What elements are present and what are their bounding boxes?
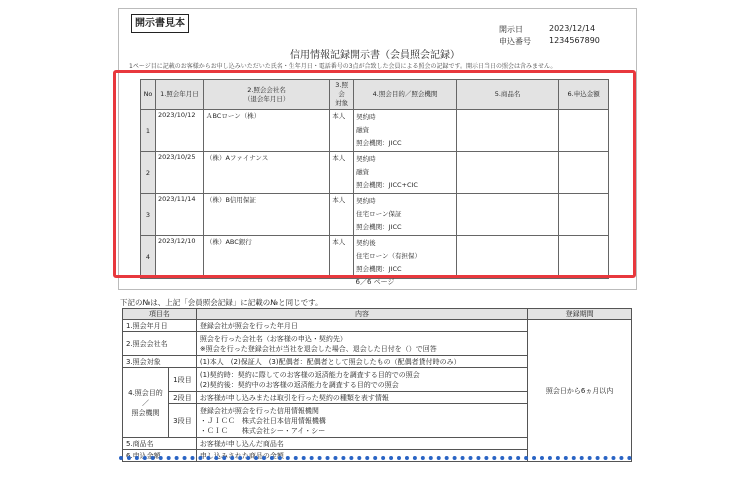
legend-content xyxy=(196,368,527,392)
legend-content: お客様が申し込んだ商品名 xyxy=(196,438,527,450)
legend-item: 3.照会対象 xyxy=(123,356,197,368)
legend-item xyxy=(123,368,169,438)
legend-table xyxy=(122,308,632,462)
purpose-line: 契約時 xyxy=(356,113,376,121)
purpose-line: 住宅ローン保証 xyxy=(356,210,402,218)
header-target: 3.照会 対象 xyxy=(330,80,354,110)
legend-sub: 3段目 xyxy=(168,404,196,438)
legend-content: 申し込みされた商品の金額 xyxy=(196,450,527,462)
row-date: 2023/10/25 xyxy=(155,152,203,194)
legend-header-item: 項目名 xyxy=(123,309,197,320)
legend-item: 2.照会会社名 xyxy=(123,332,197,356)
legend-sub: 2段目 xyxy=(168,392,196,404)
header-no: No xyxy=(141,80,156,110)
legend-content xyxy=(196,404,527,438)
application-no: 1234567890 xyxy=(549,36,600,45)
row-no: 1 xyxy=(141,110,156,152)
disclosure-date: 2023/12/14 xyxy=(549,24,596,33)
application-no-label: 申込番号 xyxy=(499,37,531,46)
legend-header-row xyxy=(123,309,632,320)
legend-item-line: ／ xyxy=(141,398,149,407)
row-target: 本人 xyxy=(330,152,354,194)
document-title: 信用情報記録開示書（会員照会記録） xyxy=(290,50,460,61)
disclosure-date-label: 開示日 xyxy=(499,25,523,34)
legend-line: (2)契約後：契約中のお客様の返済能力を調査する目的での照会 xyxy=(199,380,399,389)
legend-content: 登録会社が照会を行った年月日 xyxy=(196,320,527,332)
row-date: 2023/10/12 xyxy=(155,110,203,152)
legend-content xyxy=(196,332,527,356)
sample-badge: 開示書見本 xyxy=(131,14,189,33)
row-company: ＡBCローン（株） xyxy=(203,110,329,152)
row-company: （株）Aファイナンス xyxy=(203,152,329,194)
legend-line: 登録会社が照会を行った信用情報機関 xyxy=(199,406,319,415)
legend-line: (1)契約時：契約に際してのお客様の返済能力を調査する目的での照会 xyxy=(199,370,420,379)
purpose-line: 照会機関：JICC+CIC xyxy=(356,181,418,189)
row-target: 本人 xyxy=(330,110,354,152)
highlight-frame xyxy=(113,70,636,278)
row-target: 本人 xyxy=(330,236,354,279)
purpose-line: 契約時 xyxy=(356,155,376,163)
purpose-line: 契約後 xyxy=(356,239,376,247)
legend-line: ・ＣＩＣ 株式会社シー・アイ・シー xyxy=(199,426,326,435)
legend-row xyxy=(123,320,632,332)
row-date: 2023/12/10 xyxy=(155,236,203,279)
purpose-line: 契約時 xyxy=(356,197,376,205)
row-no: 3 xyxy=(141,194,156,236)
purpose-line: 住宅ローン（有担保） xyxy=(356,252,421,260)
purpose-line: 融資 xyxy=(356,126,370,134)
row-no: 4 xyxy=(141,236,156,279)
legend-item-line: 照会機関 xyxy=(131,408,160,417)
row-target: 本人 xyxy=(330,194,354,236)
header-company: 2.照会会社名 （退会年月日） xyxy=(203,80,329,110)
header-product: 5.商品名 xyxy=(456,80,558,110)
legend-sub: 1段目 xyxy=(168,368,196,392)
purpose-line: 照会機関：JICC xyxy=(356,265,402,273)
row-company: （株）ABC銀行 xyxy=(203,236,329,279)
header-purpose: 4.照会目的／照会機関 xyxy=(354,80,457,110)
legend-line: ・ＪＩＣＣ 株式会社日本信用情報機構 xyxy=(199,416,326,425)
page-number: 6／6 ページ xyxy=(355,278,395,286)
legend-line: ※照会を行った登録会社が当社を退会した場合、退会した日付を（）で回答 xyxy=(199,344,437,353)
legend-item: 6.申込金額 xyxy=(123,450,197,462)
purpose-line: 照会機関：JICC xyxy=(356,139,402,147)
reference-note: 下記の№は、上記「会員照会記録」に記載の№と同じです。 xyxy=(120,298,323,307)
legend-header-content: 内容 xyxy=(196,309,527,320)
legend-content: お客様が申し込みまたは取引を行った契約の種類を表す情報 xyxy=(196,392,527,404)
dotted-divider xyxy=(119,456,632,460)
legend-item-line: 4.照会目的 xyxy=(128,388,163,397)
row-company: （株）B信用保証 xyxy=(203,194,329,236)
legend-item: 1.照会年月日 xyxy=(123,320,197,332)
legend-item: 5.商品名 xyxy=(123,438,197,450)
header-amount: 6.申込金額 xyxy=(559,80,609,110)
row-no: 2 xyxy=(141,152,156,194)
legend-content: (1)本人 (2)保証人 (3)配偶者：配偶者として照会したもの（配偶者貸付時のみ） xyxy=(196,356,527,368)
legend-line: 照会を行った会社名（お客様の申込・契約先） xyxy=(199,334,347,343)
purpose-line: 融資 xyxy=(356,168,370,176)
legend-header-retention: 登録期間 xyxy=(528,309,632,320)
legend-retention: 照会日から6ヵ月以内 xyxy=(528,320,632,462)
purpose-line: 照会機関：JICC xyxy=(356,223,402,231)
document-note: 1ページ目に記載のお客様からお申し込みいただいた氏名・生年月日・電話番号の3点が合致した会員による照会の記録です。開示日当日の照会は含みません。 xyxy=(129,63,557,70)
row-date: 2023/11/14 xyxy=(155,194,203,236)
header-date: 1.照会年月日 xyxy=(155,80,203,110)
